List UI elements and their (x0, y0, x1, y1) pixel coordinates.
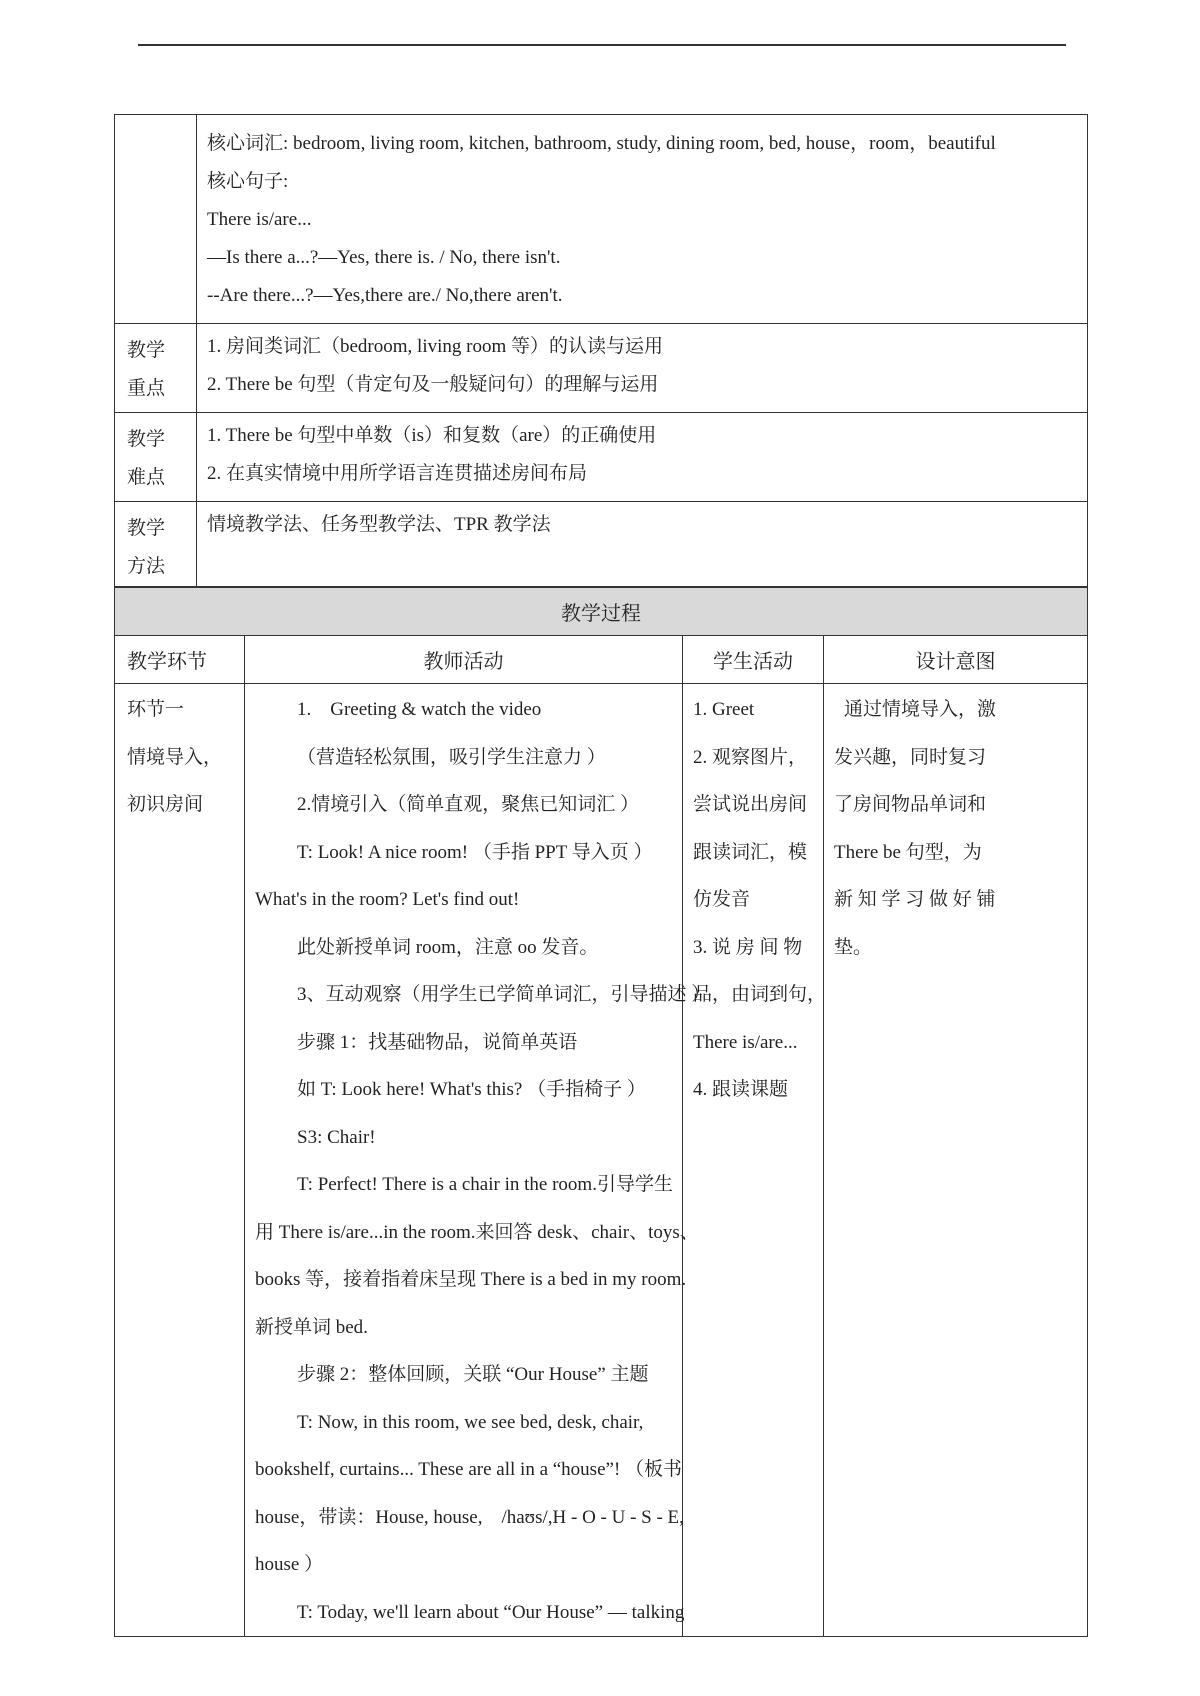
student-line: 仿发音 (693, 889, 751, 910)
student-line: 3. 说 房 间 物 (693, 936, 803, 958)
student-line: 品，由词到句， (693, 984, 827, 1005)
teacher-line: 如 T: Look here! What's this? （手指椅子 ） (297, 1079, 646, 1100)
student-line: 4. 跟读课题 (693, 1079, 789, 1100)
header-teacher: 教师活动 (245, 636, 683, 684)
process-title-row (115, 587, 1088, 636)
stage-line: 初识房间 (127, 794, 204, 815)
teacher-line: 新授单词 bed. (255, 1316, 368, 1338)
teacher-line: 3、互动观察（用学生已学简单词汇，引导描述 ） (297, 984, 711, 1005)
stage-cell (115, 684, 245, 1637)
methods-text: 情境教学法、任务型教学法、TPR 教学法 (207, 514, 551, 535)
methods-row (115, 502, 1088, 588)
teacher-line: T: Today, we'll learn about “Our House” — talking (297, 1601, 685, 1623)
difficulties-content (197, 413, 1088, 502)
teacher-line: 1. Greeting & watch the video (297, 699, 542, 720)
methods-content (197, 502, 1088, 588)
student-line: 2. 观察图片， (693, 746, 808, 768)
stage-line: 环节一 (127, 699, 185, 720)
student-line: There is/are... (693, 1031, 798, 1053)
teacher-line: house，带读：House, house, /haʊs/,H - O - U - S - E, (255, 1506, 684, 1528)
teacher-line: What's in the room? Let's find out! (255, 889, 520, 910)
teacher-line: 步骤 1：找基础物品，说简单英语 (297, 1031, 578, 1053)
design-intent-cell (824, 684, 1088, 1637)
key-point-item: 2. There be 句型（肯定句及一般疑问句）的理解与运用 (207, 374, 659, 395)
teacher-line: books 等，接着指着床呈现 There is a bed in my room. (255, 1269, 687, 1290)
teacher-line: bookshelf, curtains... These are all in a “house”! （板书 (255, 1459, 683, 1480)
sentence-pattern: There is/are... (207, 209, 312, 230)
lesson-plan-table (114, 114, 1088, 1637)
intent-line: 了房间物品单词和 (834, 794, 987, 815)
teacher-line: 2.情境引入（简单直观，聚焦已知词汇 ） (297, 794, 640, 815)
process-row (115, 684, 1088, 1637)
intent-line: 发兴趣，同时复习 (834, 746, 987, 768)
core-vocab: 核心词汇: bedroom, living room, kitchen, bathroom, study, dining room, bed, house，room，beautiful (207, 133, 996, 154)
difficulty-item: 1. There be 句型中单数（is）和复数（are）的正确使用 (207, 425, 657, 446)
student-line: 尝试说出房间 (693, 794, 808, 815)
teacher-line: 此处新授单词 room，注意 oo 发音。 (297, 936, 599, 958)
difficulties-label: 教学 难点 (115, 413, 197, 502)
process-header-row (115, 636, 1088, 684)
intent-line: There be 句型，为 (834, 841, 982, 863)
teacher-line: house ） (255, 1554, 324, 1575)
student-line: 跟读词汇，模 (693, 841, 808, 863)
difficulty-item: 2. 在真实情境中用所学语言连贯描述房间布局 (207, 463, 588, 484)
teacher-line: 步骤 2：整体回顾，关联 “Our House” 主题 (297, 1364, 649, 1385)
teacher-line: （营造轻松氛围，吸引学生注意力 ） (297, 746, 606, 768)
key-points-label: 教学 重点 (115, 324, 197, 413)
sentence-pattern: —Is there a...?—Yes, there is. / No, there isn't. (207, 247, 561, 268)
intent-line: 通过情境导入，激 (844, 699, 997, 720)
objectives-content (197, 115, 1088, 324)
header-student: 学生活动 (683, 636, 824, 684)
teacher-line: S3: Chair! (297, 1126, 376, 1148)
intent-line: 新 知 学 习 做 好 铺 (834, 889, 996, 910)
student-line: 1. Greet (693, 699, 755, 720)
stage-line: 情境导入， (127, 746, 223, 768)
teacher-activity-cell (245, 684, 711, 1637)
core-sentence-title: 核心句子: (207, 171, 289, 192)
intent-line: 垫。 (834, 936, 873, 958)
key-points-row (115, 324, 1088, 413)
objectives-row (115, 115, 1088, 324)
methods-label: 教学 方法 (115, 502, 197, 588)
header-intent: 设计意图 (824, 636, 1088, 684)
teacher-line: 用 There is/are...in the room.来回答 desk、chair、toys、 (255, 1221, 699, 1243)
sentence-pattern: --Are there...?—Yes,there are./ No,there aren't. (207, 285, 563, 306)
teacher-line: T: Perfect! There is a chair in the room.引导学生 (297, 1174, 673, 1195)
header-stage: 教学环节 (115, 636, 245, 684)
teacher-line: T: Look! A nice room! （手指 PPT 导入页 ） (297, 841, 653, 863)
student-activity-cell (683, 684, 827, 1637)
process-title: 教学过程 (115, 587, 1088, 636)
key-points-content (197, 324, 1088, 413)
key-point-item: 1. 房间类词汇（bedroom, living room 等）的认读与运用 (207, 336, 663, 357)
objectives-label-cell (115, 115, 197, 324)
header-rule (138, 44, 1066, 46)
teacher-line: T: Now, in this room, we see bed, desk, chair, (297, 1411, 644, 1433)
difficulties-row (115, 413, 1088, 502)
